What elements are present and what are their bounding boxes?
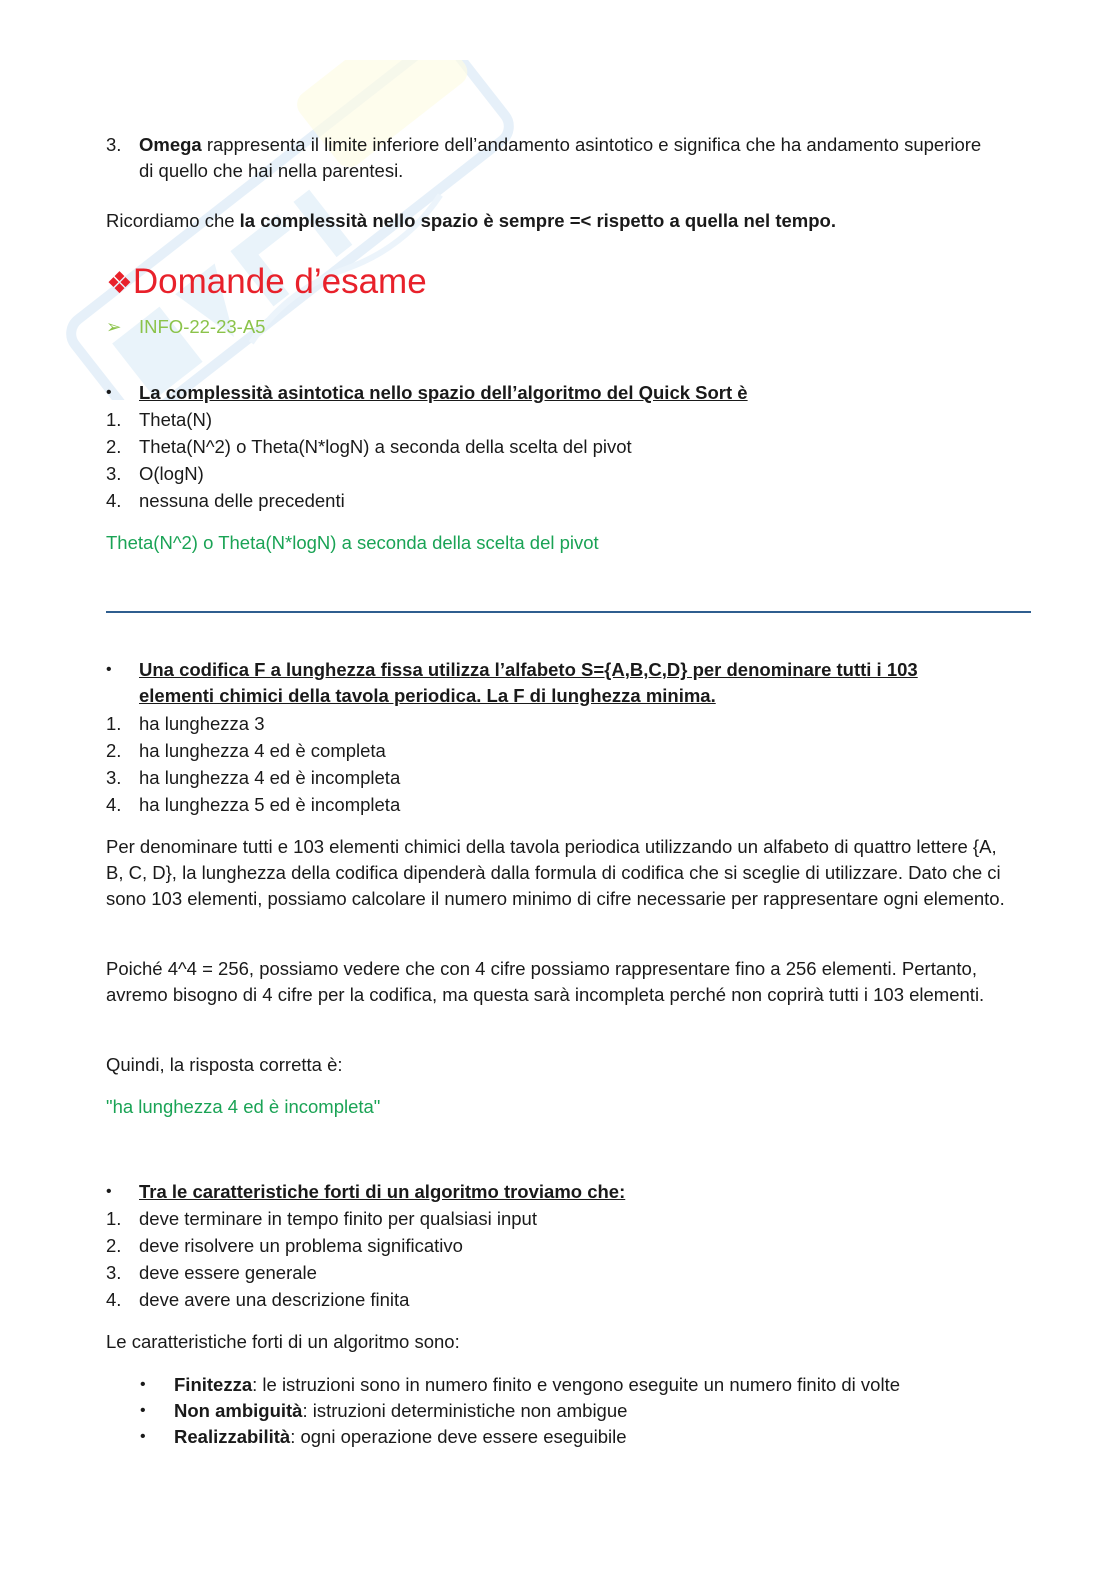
diamond-icon: ❖ xyxy=(106,267,133,300)
explanation-paragraph: Le caratteristiche forti di un algoritmo sono: xyxy=(106,1331,460,1352)
arrow-icon: ➢ xyxy=(106,316,122,337)
question-text: La complessità asintotica nello spazio dell’algoritmo del Quick Sort è xyxy=(139,382,748,403)
explanation-paragraph: Per denominare tutti e 103 elementi chimici della tavola periodica utilizzando un alfabeto di quattro lettere {A, B, C, D}, la lunghezza della codifica dipenderà dalla formula di codifica che si sceglie di utilizzare. Dato che ci sono 103 elementi, possiamo calcolare il numero minimo di cifre necessarie per rappresentare ogni elemento. xyxy=(106,836,1005,909)
divider xyxy=(106,611,1031,613)
explanation-paragraph: Poiché 4^4 = 256, possiamo vedere che con 4 cifre possiamo rappresentare fino a 256 elementi. Pertanto, avremo bisogno di 4 cifre per la codifica, ma questa sarà incompleta perché non coprirà tutti i 103 elementi. xyxy=(106,958,985,1005)
list-number: 3. xyxy=(106,134,122,155)
bullet-icon: • xyxy=(106,661,112,678)
question-text: Tra le caratteristiche forti di un algoritmo troviamo che: xyxy=(139,1181,626,1202)
bullet-icon: • xyxy=(106,384,112,401)
explanation-paragraph: Quindi, la risposta corretta è: xyxy=(106,1054,343,1075)
answer-1: Theta(N^2) o Theta(N*logN) a seconda della scelta del pivot xyxy=(106,532,599,553)
document-page: 3. Omega rappresenta il limite inferiore dell’andamento asintotico e significa che ha andamento superiore di quello che hai nella parentesi. Ricordiamo che la complessità nello spazio è sempre =< rispetto a quella nel tempo. ❖Domande d’esame ➢ INFO-22-23-A5 • La complessità asintotica nello spazio dell’algoritmo del Quick Sort è 1. Theta(N) 2. Theta(N^2) o Theta(N*logN) a seconda della scelta del pivot 3. O(logN) 4. nessuna delle precedenti Theta(N^2) o Theta(N*logN) a seconda della scelta del pivot • Una codifica F a lunghezza fissa utilizza l’alfabeto S={A,B,C,D} per denominare tutti i 103 elementi chimici della tavola periodica. La F di lunghezza minima. 1. ha lunghezza 3 2. ha lunghezza 4 ed è completa 3. ha lunghezza 4 ed è incompleta 4. ha lunghezza 5 ed è incompleta Per denominare tutti e 103 elementi chimici della tavola periodica utilizzando un alfabeto di quattro lettere {A, B, C, D}, la lunghezza della codifica dipenderà dalla formula di codifica che si sceglie di utilizzare. Dato che ci sono 103 elementi, possiamo calcolare il numero minimo di cifre necessarie per rappresentare ogni elemento. Poiché 4^4 = 256, possiamo vedere che con 4 cifre possiamo rappresentare fino a 256 elementi. Pertanto, avremo bisogno di 4 cifre per la codifica, ma questa sarà incompleta perché non coprirà tutti i 103 elementi. Quindi, la risposta corretta è: "ha lunghezza 4 ed è incompleta" • Tra le caratteristiche forti di un algoritmo troviamo che: 1. deve terminare in tempo finito per qualsiasi input 2. deve risolvere un problema significativo 3. deve essere generale 4. deve avere una descrizione finita Le caratteristiche forti di un algoritmo sono: • Finitezza: le istruzioni sono in numero finito e vengono eseguite un numero finito di volte • Non ambiguità: istruzioni deterministiche non ambigue • Realizzabilità: ogni operazione deve essere eseguibile xyxy=(0,0,1116,1579)
question-text: Una codifica F a lunghezza fissa utilizza l’alfabeto S={A,B,C,D} per denominare tutti i 103 elementi chimici della tavola periodica. La F di lunghezza minima. xyxy=(139,659,918,706)
omega-description: rappresenta il limite inferiore dell’andamento asintotico e significa che ha andamento superiore di quello che hai nella parentesi. xyxy=(139,134,982,181)
bullet-icon: • xyxy=(106,1183,112,1200)
section-heading xyxy=(106,262,427,304)
bullet-icon: • xyxy=(140,1402,146,1419)
subheading xyxy=(106,316,265,338)
heading-title: Domande d’esame xyxy=(132,262,427,301)
answer-2: "ha lunghezza 4 ed è incompleta" xyxy=(106,1096,381,1117)
subheading-text: INFO-22-23-A5 xyxy=(139,316,266,337)
bullet-icon: • xyxy=(140,1428,146,1445)
recall-paragraph: Ricordiamo che la complessità nello spazio è sempre =< rispetto a quella nel tempo. xyxy=(106,210,836,231)
bullet-icon: • xyxy=(140,1376,146,1393)
recall-bold: la complessità nello spazio è sempre =< rispetto a quella nel tempo. xyxy=(239,210,836,231)
term-omega: Omega xyxy=(139,134,202,155)
